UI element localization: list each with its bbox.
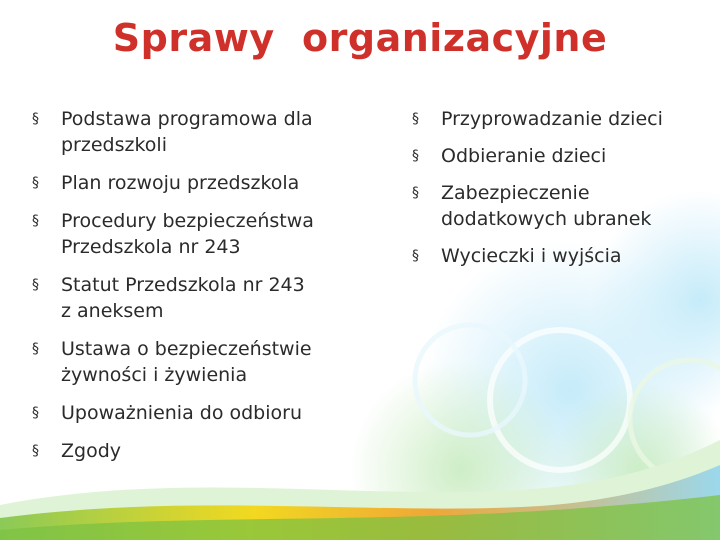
bullet-icon: § [32,443,39,459]
bullet-icon: § [412,185,419,201]
list-item [32,208,372,260]
list-item-label: Wycieczki i wyjścia [441,245,622,267]
list-item [412,180,712,232]
bullet-icon: § [32,277,39,293]
list-item [412,143,712,169]
list-item-label: Odbieranie dzieci [441,145,607,167]
right-bullet-list [412,106,712,280]
slide-title: Sprawy organizacyjne [112,16,608,60]
list-item [32,170,372,196]
list-item [412,243,712,269]
list-item-label: Plan rozwoju przedszkola [61,172,300,194]
list-item-label: Ustawa o bezpieczeństwie żywności i żywienia [61,338,312,386]
list-item-label: Upoważnienia do odbioru [61,402,302,424]
list-item [412,106,712,132]
bullet-icon: § [412,148,419,164]
bullet-icon: § [32,111,39,127]
list-item [32,272,372,324]
list-item-label: Procedury bezpieczeństwa Przedszkola nr 243 [61,210,314,258]
left-bullet-list [32,106,372,476]
bullet-icon: § [412,248,419,264]
list-item-label: Przyprowadzanie dzieci [441,108,663,130]
bullet-icon: § [412,111,419,127]
list-item [32,336,372,388]
list-item-label: Zgody [61,440,122,462]
list-item [32,438,372,464]
list-item-label: Statut Przedszkola nr 243 z aneksem [61,274,305,322]
bullet-icon: § [32,213,39,229]
list-item [32,106,372,158]
bullet-icon: § [32,175,39,191]
bullet-icon: § [32,341,39,357]
list-item [32,400,372,426]
list-item-label: Podstawa programowa dla przedszkoli [61,108,313,156]
list-item-label: Zabezpieczenie dodatkowych ubranek [441,182,652,230]
bullet-icon: § [32,405,39,421]
